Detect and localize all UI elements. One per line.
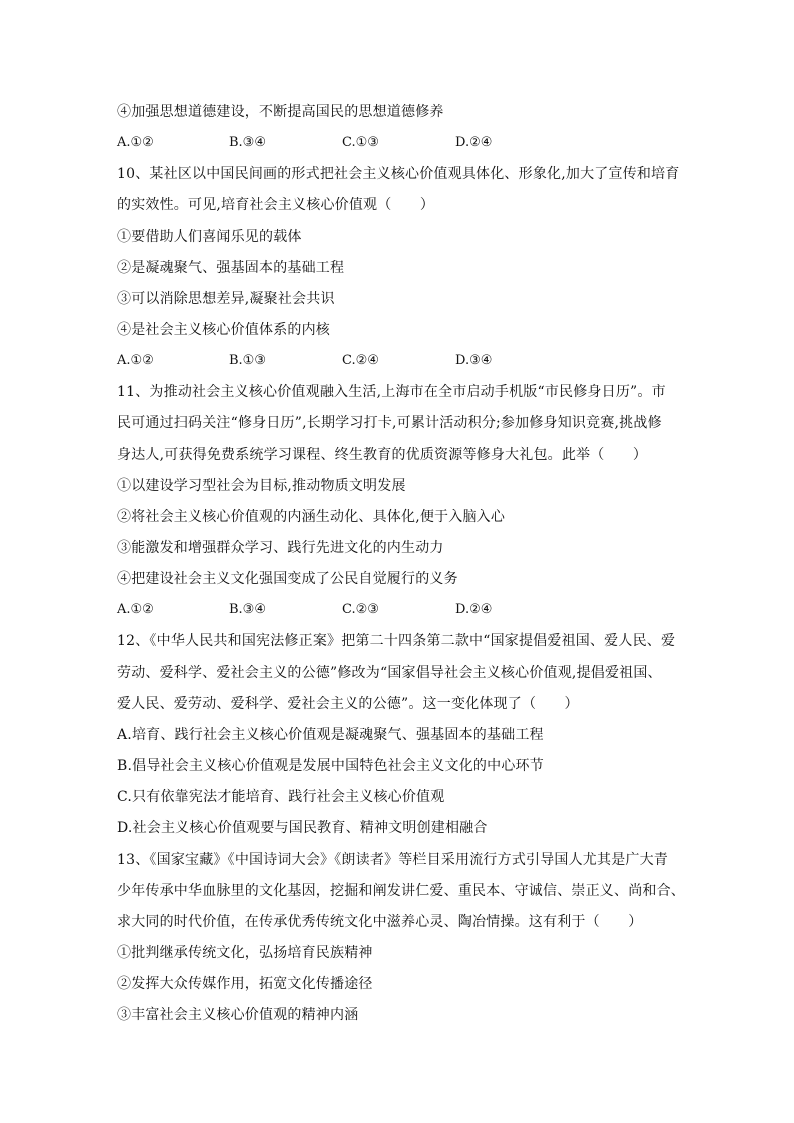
q10-stem-line-2: 的实效性。可见,培育社会主义核心价值观（ ）	[117, 197, 435, 213]
q12-choice-b: B.倡导社会主义核心价值观是发展中国特色社会主义文化的中心环节	[117, 758, 544, 774]
q12-stem-line-1: 12、《中华人民共和国宪法修正案》把第二十四条第二款中“国家提倡爱祖国、爱人民、爱	[117, 633, 676, 649]
q10-option-c: C.②④	[342, 353, 379, 368]
q13-item-1: ①批判继承传统文化，弘扬培育民族精神	[117, 945, 373, 961]
q10-stem-line-1: 10、某社区以中国民间画的形式把社会主义核心价值观具体化、形象化,加大了宣传和培育	[117, 166, 680, 182]
q13-stem-line-1: 13、《国家宝藏》《中国诗词大会》《朗读者》等栏目采用流行方式引导国人尤其是广大青	[117, 852, 669, 868]
q11-stem-line-1: 11、为推动社会主义核心价值观融入生活,上海市在全市启动手机版“市民修身日历”。市	[117, 384, 666, 400]
q10-option-d: D.③④	[455, 353, 493, 368]
q10-item-2: ②是凝魂聚气、强基固本的基础工程	[117, 260, 345, 276]
q9-option-b: B.③④	[229, 135, 266, 150]
q13-item-3: ③丰富社会主义核心价值观的精神内涵	[117, 1007, 359, 1023]
q9-option-c: C.①③	[342, 135, 379, 150]
q11-stem-line-3: 身达人,可获得免费系统学习课程、终生教育的优质资源等修身大礼包。此举（ ）	[117, 447, 648, 463]
q11-option-b: B.③④	[229, 602, 266, 617]
q9-option-a: A.①②	[117, 135, 154, 150]
q13-stem-line-2: 少年传承中华血脉里的文化基因，挖掘和阐发讲仁爱、重民本、守诚信、崇正义、尚和合、	[117, 883, 685, 899]
q11-item-3: ③能激发和增强群众学习、践行先进文化的内生动力	[117, 540, 444, 556]
q12-choice-c: C.只有依靠宪法才能培育、践行社会主义核心价值观	[117, 789, 445, 805]
q10-item-4: ④是社会主义核心价值体系的内核	[117, 322, 330, 338]
q11-option-c: C.②③	[342, 602, 379, 617]
q10-option-a: A.①②	[117, 353, 154, 368]
q10-item-3: ③可以消除思想差异,凝聚社会共识	[117, 291, 335, 307]
q11-item-4: ④把建设社会主义文化强国变成了公民自觉履行的义务	[117, 571, 458, 587]
q9-option-d: D.②④	[455, 135, 493, 150]
q10-item-1: ①要借助人们喜闻乐见的载体	[117, 229, 302, 245]
q11-option-d: D.②④	[455, 602, 493, 617]
q13-stem-line-3: 求大同的时代价值，在传承优秀传统文化中滋养心灵、陶冶情操。这有利于（ ）	[117, 914, 643, 930]
q10-option-b: B.①③	[229, 353, 266, 368]
q13-item-2: ②发挥大众传媒作用，拓宽文化传播途径	[117, 976, 373, 992]
q11-stem-line-2: 民可通过扫码关注“修身日历”,长期学习打卡,可累计活动积分;参加修身知识竞赛,挑战修	[117, 415, 662, 431]
q11-option-a: A.①②	[117, 602, 154, 617]
q11-item-2: ②将社会主义核心价值观的内涵生动化、具体化,便于入脑入心	[117, 509, 506, 525]
q12-stem-line-2: 劳动、爱科学、爱社会主义的公德”修改为“国家倡导社会主义核心价值观,提倡爱祖国、	[117, 665, 662, 681]
q12-stem-line-3: 爱人民、爱劳动、爱科学、爱社会主义的公德”。这一变化体现了（ ）	[117, 696, 579, 712]
q12-choice-a: A.培育、践行社会主义核心价值观是凝魂聚气、强基固本的基础工程	[117, 727, 544, 743]
q9-item-4: ④加强思想道德建设，不断提高国民的思想道德修养	[117, 104, 444, 120]
q12-choice-d: D.社会主义核心价值观要与国民教育、精神文明创建相融合	[117, 820, 488, 836]
q11-item-1: ①以建设学习型社会为目标,推动物质文明发展	[117, 478, 406, 494]
